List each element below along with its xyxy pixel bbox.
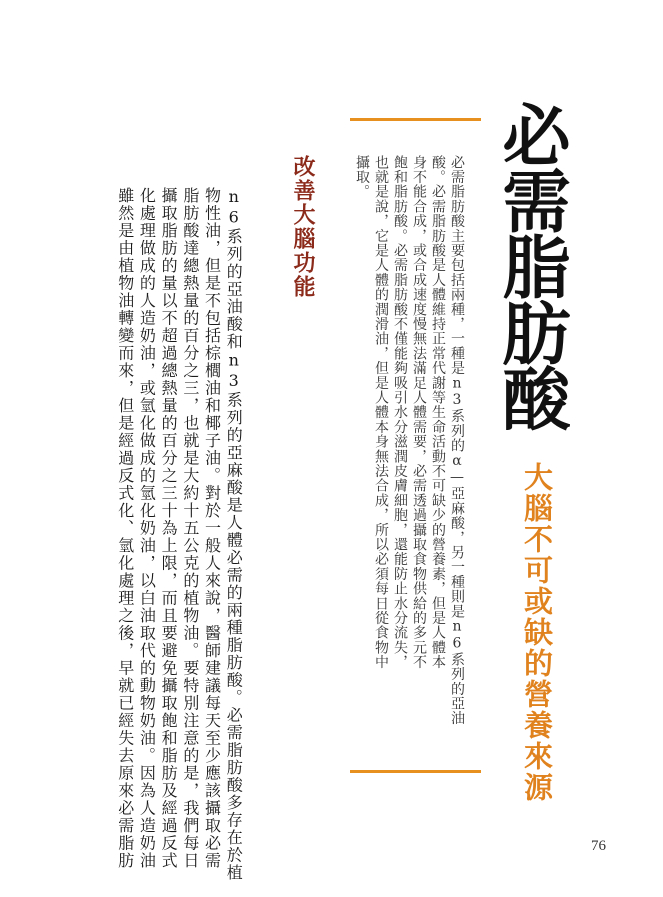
intro-line: 必需脂肪酸主要包括兩種，一種是n3系列的α—亞麻酸，另一種則是n6系列的亞油 bbox=[449, 155, 465, 726]
body-line: 物性油，但是不包括棕櫚油和椰子油。對於一般人來說，醫師建議每天至少應該攝取必需 bbox=[202, 187, 222, 870]
intro-line: 也就是說，它是人體的潤滑油，但是人體本身無法合成，所以必須每日從食物中 bbox=[373, 155, 389, 670]
page-title: 必需脂肪酸 bbox=[491, 100, 570, 430]
intro-paragraph bbox=[352, 155, 466, 726]
top-accent-rule bbox=[350, 118, 481, 121]
body-line: 脂肪酸達總熱量的百分之三，也就是大約十五公克的植物油。要特別注意的是，我們每日 bbox=[180, 187, 200, 870]
page-subtitle: 大腦不可或缺的營養來源 bbox=[520, 462, 554, 803]
intro-line: 身不能合成，或合成速度慢無法滿足人體需要，必需透過攝取食物供給的多元不 bbox=[411, 155, 427, 670]
body-line: 攝取脂肪的量以不超過總熱量的百分之三十為上限，而且要避免攝取飽和脂肪及經過反式 bbox=[159, 187, 179, 870]
body-paragraph bbox=[114, 187, 244, 882]
intro-line: 攝取。 bbox=[354, 155, 370, 200]
body-line: n6系列的亞油酸和n3系列的亞麻酸是人體必需的兩種脂肪酸。必需脂肪酸多存在於植 bbox=[224, 187, 244, 882]
intro-line: 飽和脂肪酸。必需脂肪酸不僅能夠吸引水分滋潤皮膚細胞，還能防止水分流失， bbox=[392, 155, 408, 670]
body-line: 雖然是由植物油轉變而來，但是經過反式化、氫化處理之後，早就已經失去原來必需脂肪 bbox=[115, 187, 135, 870]
page-number: 76 bbox=[591, 838, 606, 854]
intro-line: 酸。必需脂肪酸是人體維持正常代謝等生命活動不可缺少的營養素，但是人體本 bbox=[430, 155, 446, 670]
section-heading: 改善大腦功能 bbox=[290, 155, 315, 299]
body-line: 化處理做成的人造奶油，或氫化做成的氫化奶油，以白油取代的動物奶油。因為人造奶油 bbox=[137, 187, 157, 870]
bottom-accent-rule bbox=[350, 770, 481, 773]
